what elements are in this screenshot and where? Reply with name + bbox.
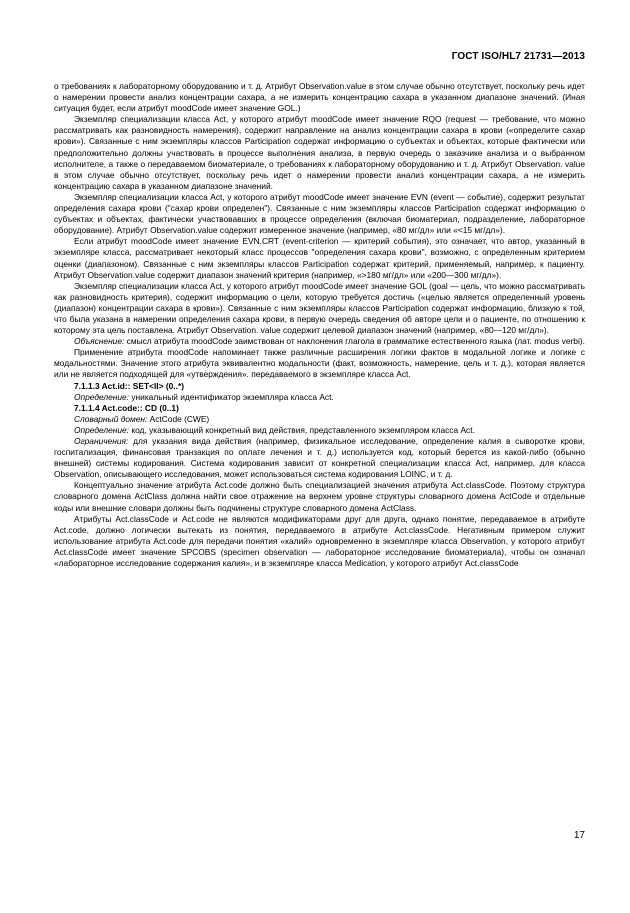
paragraph-explanation [54,336,585,347]
paragraph-evn: Экземпляр специализации класса Act, у которого атрибут moodCode имеет значение EVN (event — событие), содержит результат определения сахара крови ("сахар крови определен"). Связанные с ним экземпляры классов Participation содержат информацию о субъектах и объектах, фактически участвовавших в процессе определения (включая биоматериал, подразделение, лабораторное оборудование). Атрибут Observation.value содержит измеренное значение (например, «80 мг/дл» или «<15 мг/дл»). [54,191,585,236]
definition-label: Определение: [74,424,129,435]
restrictions-act-code [54,436,585,480]
definition-text: уникальный идентификатор экземпляра класса Act. [129,391,334,402]
paragraph-continuation: о требованиях к лабораторному оборудованию и т. д. Атрибут Observation.value в этом случае обычно отсутствует, поскольку речь идет о намерении провести анализ концентрации сахара, а не измерить концентрацию сахара в указанном диапазоне значений. (Иная ситуация будет, если атрибут moodCode имеет значение GOL.) [54,81,585,114]
paragraph-rqo: Экземпляр специализации класса Act, у которого атрибут moodCode имеет значение RQO (request — требование, что можно рассматривать как разновидность намерения), содержит направление на анализ концентрации сахара в крови («определите сахар крови»). Связанные с ним экземпляры классов Participation содержат информацию о субъектах и объектах, которые фактически или предположительно должны участвовать в процессе выполнения анализа, в первую очередь о заказчике анализа и о выбранном исполнителе, а также о передаваемом биоматериале, о требованиях к лабораторному оборудованию и т. д. Атрибут Observation. value в этом случае обычно отсутствует, поскольку речь идет о намерении провести анализ концентрации сахара, а не измерить концентрацию сахара в указанном диапазоне значений. [54,114,585,191]
definition-act-id [54,392,585,403]
section-heading-act-code: 7.1.1.4 Act.code:: CD (0..1) [74,402,179,413]
paragraph-act-code-specialization: Концептуально значение атрибута Act.code должно быть специализацией значения атрибута Act.classCode. Поэтому структура словарного домена ActClass должна найти свое отражение на верхнем уровне структуры словарного домена ActCode и отдельные коды или внешние словари должны быть подчинены структуре словарного домена ActClass. [54,480,585,513]
paragraph-gol: Экземпляр специализации класса Act, у которого атрибут moodCode имеет значение GOL (goal — цель, что можно рассматривать как разновидность критерия), содержит информацию о цели, которую требуется достичь («целью является определенный уровень (диапазон) концентрации сахара в крови»). Связанные с ним экземпляры классов Participation содержат информацию, близкую к той, что была указана в намерении определения сахара крови, в первую очередь сведения об авторе цели и о пациенте, по отношению к которому эта цель поставлена. Атрибут Observation. value содержит целевой диапазон значений (например, «80—120 мг/дл»). [54,280,585,336]
standard-header: ГОСТ ISO/HL7 21731—2013 [451,51,585,62]
document-body [54,81,585,569]
definition-act-code [54,425,585,436]
explanation-text: смысл атрибута moodCode заимствован от наклонения глагола в грамматике естественного языка (лат. modus verbi). [124,336,585,347]
paragraph-act-code-classcode: Атрибуты Act.classCode и Act.code не являются модификаторами друг для друга, однако понятие, передаваемое в атрибуте Act.code, должно логически вытекать из понятия, передаваемого в атрибуте Act.classCode. Негативным примером служит использование атрибута Act.code для передачи понятия «калий» одновременно в экземпляре класса Observation, у которого атрибут Act.classCode имеет значение SPCOBS (specimen observation — лабораторное исследование биоматериала), чтобы он означал «лабораторное исследование содержания калия», и в экземпляре класса Medication, у которого атрибут Act.classCode [54,513,585,569]
section-heading-act-id: 7.1.1.3 Act.id:: SET<II> (0..*) [74,380,184,391]
restrictions-text: для указания вида действия (например, физикальное исследование, определение калия в сыворотке крови, госпитализация, финансовая транзакция по оплате лечения и т. д.) используется код, который берется из какой-либо (обычно внешней) системы кодирования. Система кодирования зависит от конкретной специализации класса Act, например, для класса Observation, описывающего исследования, может использоваться система кодирования LOINC, и т. д. [54,436,585,480]
definition-text: код, указывающий конкретный вид действия, представленного экземпляром класса Act. [129,424,475,435]
paragraph-modality: Применение атрибута moodCode напоминает также различные расширения логики фактов в модальной логике и логике с модальностями. Значение этого атрибута эквивалентно модальности (факт, возможность, намерение, цель и т. д.), которая является или не является подходящей для «утверждения». передаваемого в экземпляре класса Act. [54,347,585,380]
definition-label: Определение: [74,391,129,402]
paragraph-evn-crt: Если атрибут moodCode имеет значение EVN.CRT (event-criterion — критерий события), это означает, что автор, указанный в экземпляре класса, рассматривает некоторый класс процессов "определения сахара крови", возможно, с определенным критерием оценки (диапазоном). Связанные с ним экземпляры классов Participation содержат критерий, применяемый, например, к пациенту. Атрибут Observation.value содержит диапазон значений критерия (например, «>180 мг/дл» или «200—300 мг/дл»). [54,236,585,280]
explanation-label: Объяснение: [74,336,125,347]
page-number: 17 [573,830,585,841]
restrictions-label: Ограничения: [74,436,129,446]
domain-label: Словарный домен: [74,413,148,424]
domain-act-code [54,414,585,425]
domain-text: ActCode (CWE) [147,413,210,424]
